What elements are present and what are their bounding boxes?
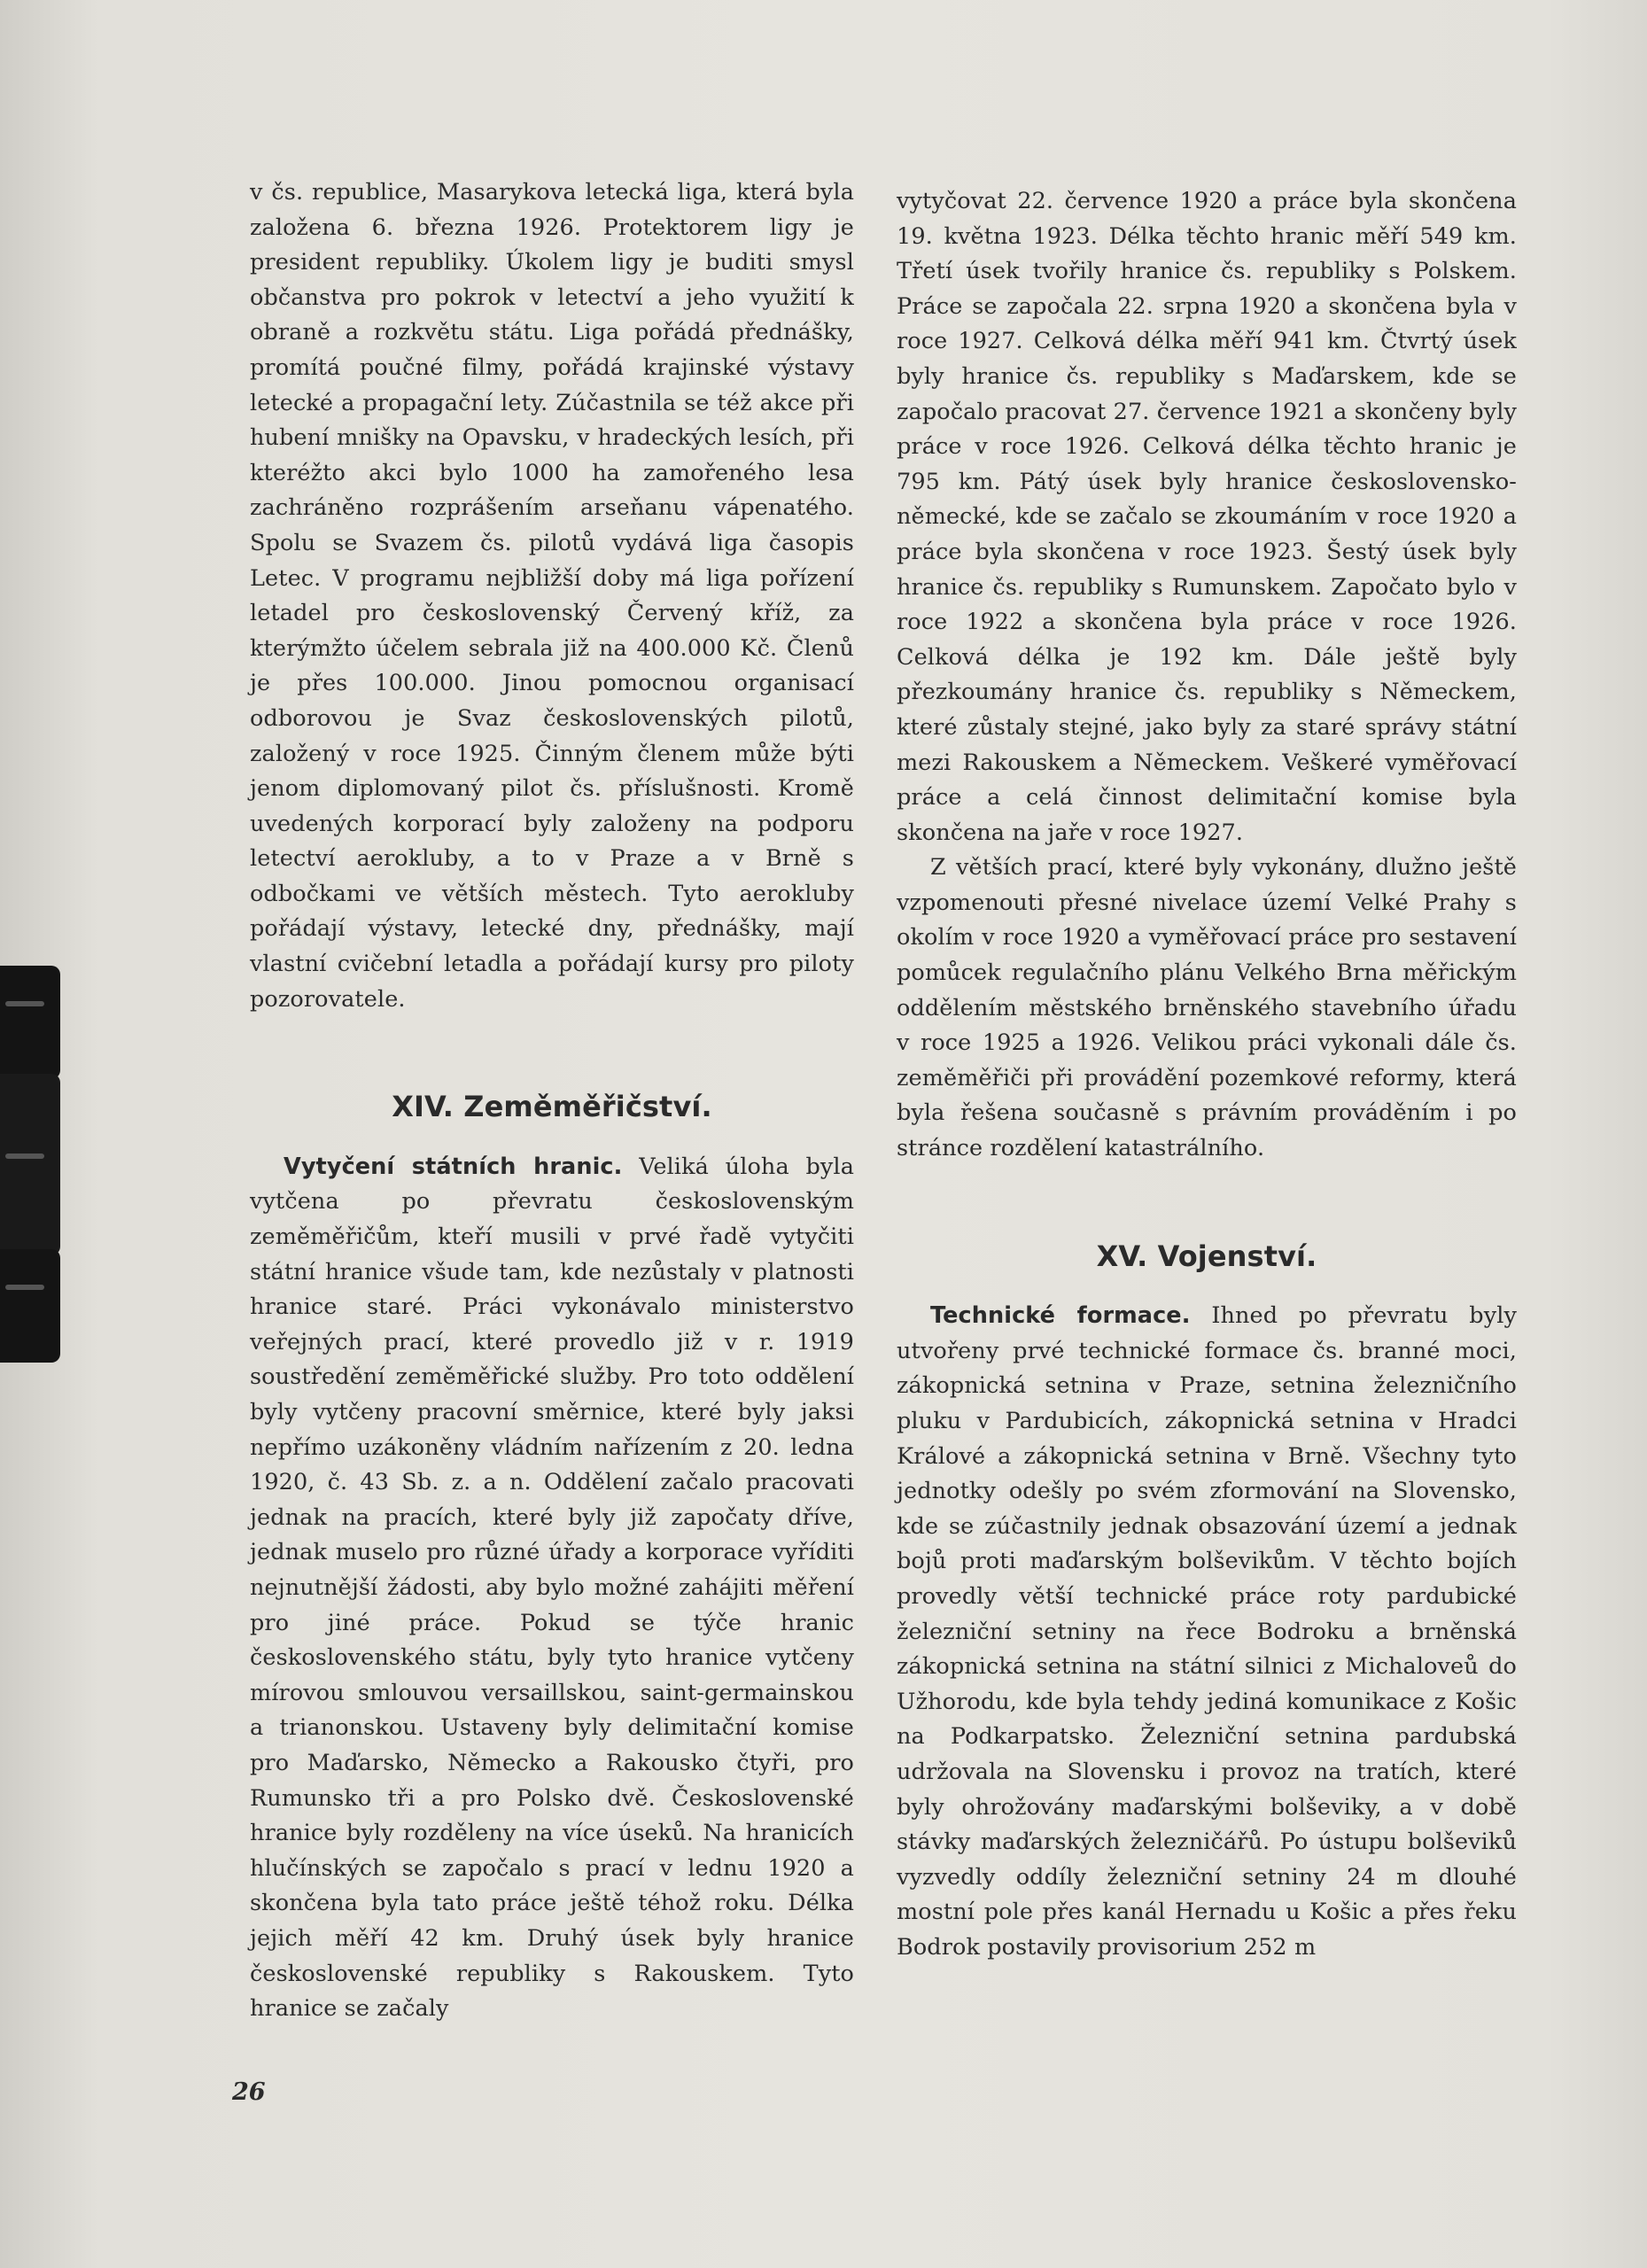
- run-in-heading-technical-formations: Technické formace.: [930, 1302, 1191, 1330]
- run-in-heading-state-borders: Vytyčení státních hranic.: [284, 1153, 623, 1180]
- paragraph-aviation-league: v čs. republice, Masarykova letecká liga, která byla založena 6. března 1926. Protektorem ligy je president republiky. Úkolem ligy je buditi smysl občanstva pro pokrok v letectví a jeho využití k obraně a rozkvětu státu. Liga pořádá přednášky, promítá poučné filmy, pořádá krajinské výstavy letecké a propagační lety. Zúčastnila se též akce při hubení mnišky na Opavsku, v hradeckých lesích, při kteréžto akci bylo 1000 ha zamořeného lesa zachráněno rozprášením arseňanu vápenatého. Spolu se Svazem čs. pilotů vydává liga časopis Letec. V programu nejbližší doby má liga pořízení letadel pro československý Červený kříž, za kterýmžto účelem sebrala již na 400.000 Kč. Členů je přes 100.000. Jinou pomocnou organisací odborovou je Svaz československých pilotů, založený v roce 1925. Činným členem může býti jenom diplomovaný pilot čs. příslušnosti. Kromě uvedených korporací byly založeny na podporu letectví aerokluby, a to v Praze a v Brně s odbočkami ve větších městech. Tyto aerokluby pořádají výstavy, letecké dny, přednášky, mají vlastní cvičební letadla a pořádají kursy pro piloty pozorovatele.: [250, 179, 854, 1013]
- binder-clip-bottom: [0, 1249, 60, 1363]
- binder-clip-middle: [0, 1074, 60, 1255]
- binder-clip-top: [0, 966, 60, 1079]
- page-number: 26: [232, 2078, 266, 2106]
- paragraph-border-sections: vytyčovat 22. července 1920 a práce byla skončena 19. května 1923. Délka těchto hranic měří 549 km. Třetí úsek tvořily hranice čs. republiky s Polskem. Práce se započala 22. srpna 1920 a skončena byla v roce 1927. Celková délka měří 941 km. Čtvrtý úsek byly hranice čs. republiky s Maďarskem, kde se započalo pracovat 27. července 1921 a skončeny byly práce v roce 1926. Celková délka těchto hranic je 795 km. Pátý úsek byly hranice československo-německé, kde se začalo se zkoumáním v roce 1920 a práce byla skončena v roce 1923. Šestý úsek byly hranice čs. republiky s Rumunskem. Započato bylo v roce 1922 a skončena byla práce v roce 1926. Celková délka je 192 km. Dále ještě byly přezkoumány hranice čs. republiky s Německem, které zůstaly stejné, jako byly za staré správy státní mezi Rakouskem a Německem. Veškeré vyměřovací práce a celá činnost delimitační komise byla skončena na jaře v roce 1927.: [897, 188, 1517, 846]
- right-column: [897, 184, 1517, 1966]
- paragraph-technical-formations: [897, 1299, 1517, 1965]
- left-column: [250, 175, 854, 2027]
- section-heading-military: XV. Vojenství.: [1096, 1239, 1317, 1273]
- paragraph-border-surveying-text: Veliká úloha byla vytčena po převratu československým zeměměřičům, kteří musili v prvé řadě vytyčiti státní hranice všude tam, kde nezůstaly v platnosti hranice staré. Práci vykonávalo ministerstvo veřejných prací, které provedlo již v r. 1919 soustředění zeměměřické služby. Pro toto oddělení byly vytčeny pracovní směrnice, které byly jaksi nepřímo uzákoněny vládním nařízením z 20. ledna 1920, č. 43 Sb. z. a n. Oddělení začalo pracovati jednak na pracích, které byly již započaty dříve, jednak muselo pro různé úřady a korporace vyříditi nejnutnější žádosti, aby bylo možné zahájiti měření pro jiné práce. Pokud se týče hranic československého státu, byly tyto hranice vytčeny mírovou smlouvou versaillskou, saint-germainskou a trianonskou. Ustaveny byly delimitační komise pro Maďarsko, Německo a Rakousko čtyři, pro Rumunsko tři a pro Polsko dvě. Československé hranice byly rozděleny na více úseků. Na hranicích hlučínských se započalo s prací v lednu 1920 a skončena byla tato práce ještě téhož roku. Délka jejich měří 42 km. Druhý úsek byly hranice československé republiky s Rakouskem. Tyto hranice se začaly: [250, 1153, 854, 2023]
- paragraph-technical-formations-text: Ihned po převratu byly utvořeny prvé technické formace čs. branné moci, zákopnická setnina v Praze, setnina železničního pluku v Pardubicích, zákopnická setnina v Hradci Králové a zákopnická setnina v Brně. Všechny tyto jednotky odešly po svém zformování na Slovensko, kde se zúčastnily jednak obsazování území a jednak bojů proti maďarským bolševikům. V těchto bojích provedly větší technické práce roty pardubické železniční setniny na řece Bodroku a brněnská zákopnická setnina na státní silnici z Michaloveů do Užhorodu, kde byla tehdy jediná komunikace z Košic na Podkarpatsko. Železniční setnina pardubská udržovala na Slovensku i provoz na tratích, které byly ohrožovány maďarskými bolševiky, a v době stávky maďarských železničářů. Po ústupu bolševiků vyzvedly oddíly železniční setniny 24 m dlouhé mostní pole přes kanál Hernadu u Košic a přes řeku Bodrok postavily provisorium 252 m: [897, 1302, 1517, 1961]
- section-heading-surveying: XIV. Zeměměřičství.: [392, 1090, 712, 1124]
- paragraph-border-surveying: [250, 1150, 854, 2027]
- paragraph-other-works: Z větších prací, které byly vykonány, dlužno ještě vzpomenouti přesné nivelace území Velké Prahy s okolím v roce 1920 a vyměřovací práce pro sestavení pomůcek regulačního plánu Velkého Brna měřickým oddělením městského brněnského stavebního úřadu v roce 1925 a 1926. Velikou práci vykonali dále čs. zeměměřiči při provádění pozemkové reformy, která byla řešena současně s právním prováděním i po stránce rozdělení katastrálního.: [897, 854, 1517, 1162]
